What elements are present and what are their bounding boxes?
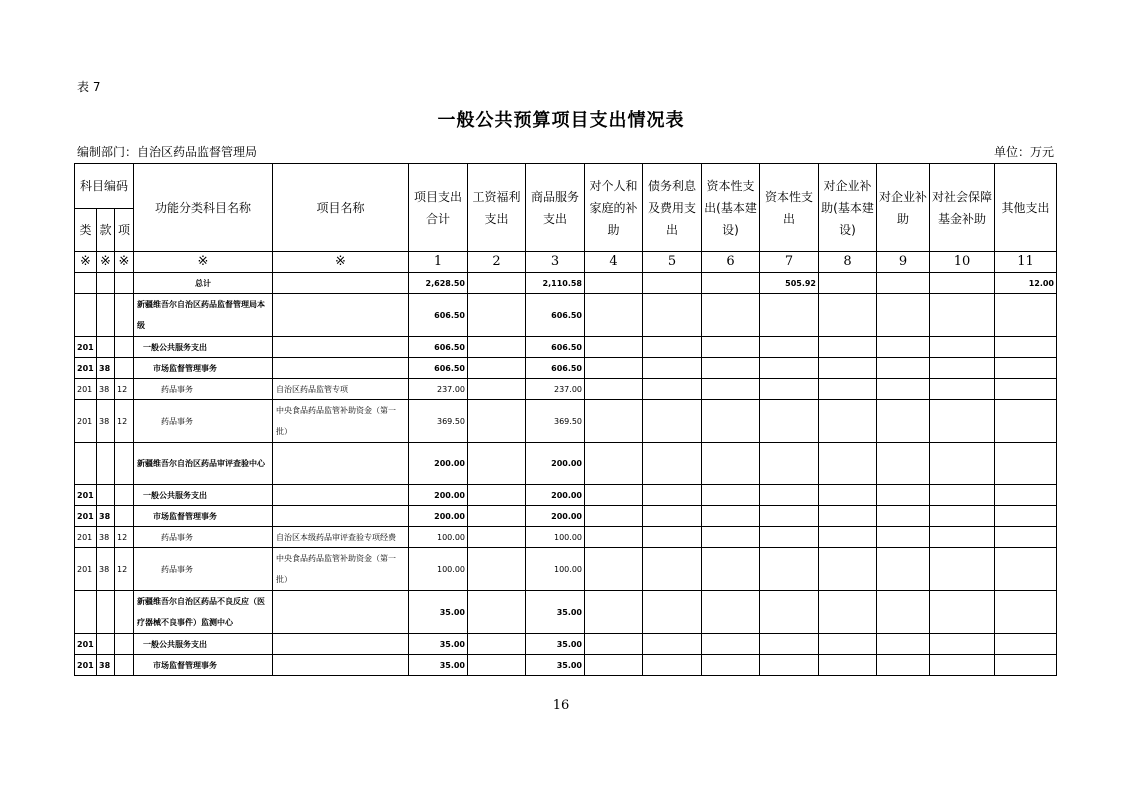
header-capital-basic: 资本性支出(基本建设) [702,164,760,252]
cell-salary [468,400,526,443]
table-row [75,379,1057,400]
cell-individual [585,358,643,379]
cell-individual [585,506,643,527]
index-cell: 8 [819,252,877,273]
cell-function-name: 药品事务 [134,548,273,591]
cell-xiang [115,358,134,379]
cell-enterprise [877,379,930,400]
header-kuan: 款 [97,209,115,252]
cell-capital [760,591,819,634]
cell-enterprise [877,655,930,676]
cell-goods: 200.00 [526,443,585,485]
cell-individual [585,548,643,591]
cell-enterprise [877,443,930,485]
cell-xiang [115,443,134,485]
cell-xiang [115,506,134,527]
cell-xiang: 12 [115,379,134,400]
header-social-security: 对社会保障基金补助 [930,164,995,252]
cell-lei: 201 [75,400,97,443]
cell-enterprise [877,337,930,358]
cell-debt [643,379,702,400]
table-row [75,358,1057,379]
cell-salary [468,294,526,337]
cell-enterprise [877,358,930,379]
cell-enterprise [877,400,930,443]
cell-social [930,443,995,485]
cell-goods: 100.00 [526,527,585,548]
header-individual-subsidy: 对个人和家庭的补助 [585,164,643,252]
cell-goods: 606.50 [526,337,585,358]
cell-debt [643,273,702,294]
cell-total: 35.00 [409,591,468,634]
cell-function-name: 新疆维吾尔自治区药品审评查验中心 [134,443,273,485]
index-cell: ※ [97,252,115,273]
header-project-name: 项目名称 [273,164,409,252]
cell-social [930,591,995,634]
cell-social [930,548,995,591]
cell-xiang [115,273,134,294]
cell-other [995,358,1057,379]
cell-total: 606.50 [409,294,468,337]
cell-individual [585,294,643,337]
cell-social [930,337,995,358]
header-goods-services: 商品服务支出 [526,164,585,252]
header-debt-interest: 债务利息及费用支出 [643,164,702,252]
cell-enterprise-basic [819,527,877,548]
cell-lei: 201 [75,337,97,358]
cell-capital-basic [702,273,760,294]
cell-debt [643,634,702,655]
cell-debt [643,358,702,379]
cell-goods: 200.00 [526,506,585,527]
cell-xiang [115,294,134,337]
cell-total: 100.00 [409,527,468,548]
cell-salary [468,273,526,294]
cell-enterprise-basic [819,634,877,655]
header-subject-code: 科目编码 [75,164,134,209]
cell-function-name: 一般公共服务支出 [134,485,273,506]
cell-debt [643,591,702,634]
cell-function-name: 总计 [134,273,273,294]
cell-goods: 200.00 [526,485,585,506]
cell-capital-basic [702,400,760,443]
cell-debt [643,485,702,506]
cell-capital-basic [702,634,760,655]
cell-capital-basic [702,443,760,485]
cell-capital: 505.92 [760,273,819,294]
cell-total: 200.00 [409,485,468,506]
cell-xiang: 12 [115,548,134,591]
cell-debt [643,294,702,337]
cell-project-name [273,443,409,485]
cell-function-name: 市场监督管理事务 [134,506,273,527]
header-enterprise-basic: 对企业补助(基本建设) [819,164,877,252]
cell-lei: 201 [75,379,97,400]
cell-salary [468,634,526,655]
unit-label: 单位：万元 [993,145,1054,159]
cell-capital-basic [702,548,760,591]
cell-kuan: 38 [97,358,115,379]
cell-xiang [115,485,134,506]
cell-total: 200.00 [409,506,468,527]
cell-salary [468,527,526,548]
cell-capital [760,400,819,443]
cell-kuan [97,591,115,634]
cell-kuan: 38 [97,655,115,676]
cell-other [995,294,1057,337]
cell-other [995,506,1057,527]
cell-function-name: 新疆维吾尔自治区药品监督管理局本级 [134,294,273,337]
cell-individual [585,655,643,676]
cell-other [995,379,1057,400]
table-row [75,337,1057,358]
cell-enterprise [877,485,930,506]
cell-kuan [97,634,115,655]
cell-enterprise [877,591,930,634]
table-row [75,485,1057,506]
table-body [75,273,1057,676]
header-enterprise: 对企业补助 [877,164,930,252]
cell-salary [468,548,526,591]
index-cell: 1 [409,252,468,273]
cell-kuan: 38 [97,506,115,527]
cell-project-name: 中央食品药品监管补助资金（第一批） [273,400,409,443]
cell-capital [760,485,819,506]
cell-individual [585,400,643,443]
index-cell: ※ [115,252,134,273]
page-title: 一般公共预算项目支出情况表 [437,110,685,131]
cell-enterprise-basic [819,358,877,379]
header-salary: 工资福利支出 [468,164,526,252]
cell-xiang: 12 [115,527,134,548]
page-number: 16 [552,698,570,713]
cell-salary [468,379,526,400]
cell-capital [760,655,819,676]
cell-total: 237.00 [409,379,468,400]
cell-capital [760,358,819,379]
cell-debt [643,506,702,527]
cell-other [995,591,1057,634]
cell-lei: 201 [75,485,97,506]
cell-project-name [273,294,409,337]
budget-table [74,163,1057,676]
cell-function-name: 一般公共服务支出 [134,337,273,358]
cell-project-name [273,485,409,506]
cell-debt [643,548,702,591]
cell-kuan: 38 [97,379,115,400]
cell-project-name [273,358,409,379]
cell-individual [585,634,643,655]
cell-lei [75,443,97,485]
cell-debt [643,400,702,443]
cell-capital-basic [702,527,760,548]
cell-social [930,294,995,337]
cell-total: 200.00 [409,443,468,485]
cell-lei: 201 [75,655,97,676]
cell-individual [585,485,643,506]
cell-project-name [273,506,409,527]
cell-lei [75,591,97,634]
cell-kuan [97,443,115,485]
index-cell: 6 [702,252,760,273]
cell-social [930,379,995,400]
cell-xiang [115,337,134,358]
index-cell: ※ [273,252,409,273]
cell-other [995,634,1057,655]
compiling-department: 编制部门：自治区药品监督管理局 [77,145,258,159]
index-cell: 2 [468,252,526,273]
cell-individual [585,443,643,485]
cell-enterprise-basic [819,655,877,676]
cell-other [995,655,1057,676]
header-function-name: 功能分类科目名称 [134,164,273,252]
cell-social [930,506,995,527]
cell-debt [643,337,702,358]
cell-project-name [273,634,409,655]
cell-enterprise-basic [819,273,877,294]
cell-enterprise-basic [819,485,877,506]
cell-xiang [115,634,134,655]
header-other: 其他支出 [995,164,1057,252]
cell-individual [585,337,643,358]
cell-capital [760,337,819,358]
cell-enterprise [877,527,930,548]
cell-debt [643,527,702,548]
cell-enterprise [877,634,930,655]
cell-project-name [273,337,409,358]
cell-debt [643,443,702,485]
cell-enterprise-basic [819,591,877,634]
cell-project-name [273,655,409,676]
cell-function-name: 一般公共服务支出 [134,634,273,655]
table-row [75,273,1057,294]
cell-capital-basic [702,485,760,506]
cell-other [995,400,1057,443]
cell-individual [585,379,643,400]
cell-individual [585,273,643,294]
table-row [75,634,1057,655]
cell-social [930,400,995,443]
cell-capital-basic [702,379,760,400]
cell-capital [760,634,819,655]
cell-social [930,273,995,294]
table-row [75,655,1057,676]
cell-capital-basic [702,655,760,676]
cell-goods: 35.00 [526,591,585,634]
cell-capital [760,527,819,548]
cell-total: 369.50 [409,400,468,443]
header-total: 项目支出合计 [409,164,468,252]
cell-capital [760,506,819,527]
cell-debt [643,655,702,676]
cell-goods: 100.00 [526,548,585,591]
cell-enterprise [877,506,930,527]
table-row [75,506,1057,527]
cell-social [930,634,995,655]
cell-other [995,548,1057,591]
cell-capital-basic [702,337,760,358]
table-row [75,548,1057,591]
cell-enterprise-basic [819,379,877,400]
cell-lei: 201 [75,548,97,591]
table-number: 表 7 [77,80,101,94]
cell-other [995,485,1057,506]
cell-goods: 2,110.58 [526,273,585,294]
cell-lei [75,273,97,294]
column-index-row [75,252,1057,273]
cell-xiang [115,591,134,634]
cell-lei: 201 [75,358,97,379]
cell-lei: 201 [75,506,97,527]
cell-capital-basic [702,294,760,337]
header-capital: 资本性支出 [760,164,819,252]
cell-total: 606.50 [409,358,468,379]
cell-total: 35.00 [409,655,468,676]
index-cell: 7 [760,252,819,273]
cell-project-name [273,273,409,294]
cell-capital [760,443,819,485]
cell-salary [468,506,526,527]
cell-individual [585,591,643,634]
header-lei: 类 [75,209,97,252]
cell-social [930,358,995,379]
cell-project-name: 自治区药品监管专项 [273,379,409,400]
header-xiang: 项 [115,209,134,252]
cell-lei: 201 [75,527,97,548]
cell-enterprise-basic [819,337,877,358]
table-row [75,527,1057,548]
cell-total: 100.00 [409,548,468,591]
cell-salary [468,358,526,379]
cell-salary [468,337,526,358]
cell-total: 606.50 [409,337,468,358]
table-row [75,294,1057,337]
cell-goods: 606.50 [526,358,585,379]
cell-project-name: 自治区本级药品审评查验专项经费 [273,527,409,548]
cell-kuan [97,273,115,294]
cell-kuan: 38 [97,548,115,591]
cell-goods: 35.00 [526,634,585,655]
cell-goods: 237.00 [526,379,585,400]
cell-function-name: 药品事务 [134,379,273,400]
cell-enterprise-basic [819,400,877,443]
cell-function-name: 药品事务 [134,400,273,443]
cell-total: 2,628.50 [409,273,468,294]
cell-function-name: 药品事务 [134,527,273,548]
cell-goods: 369.50 [526,400,585,443]
cell-goods: 606.50 [526,294,585,337]
cell-other: 12.00 [995,273,1057,294]
cell-lei [75,294,97,337]
index-cell: 9 [877,252,930,273]
cell-enterprise-basic [819,506,877,527]
cell-kuan [97,485,115,506]
index-cell: 10 [930,252,995,273]
index-cell: 3 [526,252,585,273]
cell-salary [468,443,526,485]
index-cell: ※ [134,252,273,273]
cell-function-name: 市场监督管理事务 [134,655,273,676]
cell-capital-basic [702,506,760,527]
table-row [75,591,1057,634]
cell-social [930,485,995,506]
cell-other [995,443,1057,485]
cell-social [930,527,995,548]
table-row [75,400,1057,443]
cell-capital-basic [702,591,760,634]
cell-capital [760,294,819,337]
index-cell: 11 [995,252,1057,273]
index-cell: 5 [643,252,702,273]
cell-capital [760,379,819,400]
table-row [75,443,1057,485]
cell-capital-basic [702,358,760,379]
cell-enterprise [877,273,930,294]
cell-function-name: 新疆维吾尔自治区药品不良反应（医疗器械不良事件）监测中心 [134,591,273,634]
cell-enterprise-basic [819,548,877,591]
cell-lei: 201 [75,634,97,655]
cell-kuan [97,337,115,358]
cell-project-name: 中央食品药品监管补助资金（第一批） [273,548,409,591]
cell-goods: 35.00 [526,655,585,676]
cell-xiang [115,655,134,676]
cell-function-name: 市场监督管理事务 [134,358,273,379]
cell-social [930,655,995,676]
cell-kuan: 38 [97,400,115,443]
cell-project-name [273,591,409,634]
cell-salary [468,485,526,506]
cell-capital [760,548,819,591]
cell-enterprise-basic [819,294,877,337]
cell-kuan: 38 [97,527,115,548]
cell-xiang: 12 [115,400,134,443]
index-cell: 4 [585,252,643,273]
cell-salary [468,591,526,634]
cell-individual [585,527,643,548]
cell-other [995,527,1057,548]
index-cell: ※ [75,252,97,273]
cell-other [995,337,1057,358]
cell-enterprise [877,548,930,591]
cell-total: 35.00 [409,634,468,655]
cell-kuan [97,294,115,337]
cell-salary [468,655,526,676]
cell-enterprise-basic [819,443,877,485]
cell-enterprise [877,294,930,337]
